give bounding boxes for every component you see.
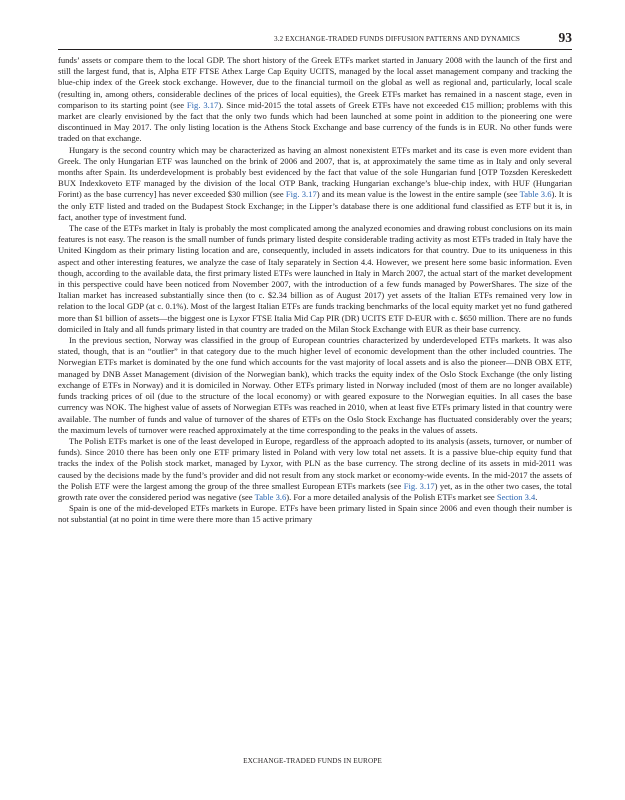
paragraph-text: ) yet, as in the other two cases, the total growth rate over the considered period was negative (see <box>58 480 572 502</box>
paragraph <box>58 503 572 525</box>
cross-reference-link[interactable]: Table 3.6 <box>519 189 552 200</box>
cross-reference-link[interactable]: Fig. 3.17 <box>403 480 435 491</box>
paragraph-text: In the previous section, Norway was classified in the group of European countries characterized by underdeveloped ETFs markets. It was also stated, though, that is an “outlier” in that category due to the much higher level of economic development than the other included countries. The Norwegian ETFs market is dominated by the one fund which accounts for the vast majority of local assets and is also the pioneer—DNB OBX ETF, managed by DNB Asset Management (division of the Norwegian bank), which tracks the equity index of the Oslo Stock Exchange (the only listing exchange of ETFs in Norway) and it is domiciled in Norway. Other ETFs primary listed in Norway included (most of them are no longer available) funds tracking prices of oil (due to the structure of the local economy) or with geared exposure to the Norwegian equities. In all cases the base currency was NOK. The highest value of assets of Norwegian ETFs was reached in 2010, when at least five ETFs primary listed in that country were available. The number of funds and value of turnover of the shares of ETFs on the Oslo Stock Exchange has fluctuated considerably over the years; the maximum levels of turnover were reached approximately at the time corresponding to the peaks in the values of assets. <box>58 335 572 435</box>
paragraph-text: funds’ assets or compare them to the local GDP. The short history of the Greek ETFs market started in January 2008 with the launch of the first and still the largest fund, that is, Alpha ETF FTSE Athex Large Cap Equity UCITS, managed by the local asset management company and tracking the blue-chip index of the Greek stock exchange. However, due to the financial turmoil on the global as well as regional and, particularly, local scale (resulting in, among others, considerable declines of the prices of local equities), the Greek ETFs market has remained in a nascent stage, even in comparison to its starting point (see <box>58 55 572 110</box>
paragraph-text: ). Since mid-2015 the total assets of Greek ETFs have not exceeded €15 million; problems with this market are clearly envisioned by the fact that the only two funds which had been launched at some point in addition to the pioneering one were discontinued in May 2017. The only listing location is the Athens Stock Exchange and base currency of the funds is in EUR. No other funds were traded on that exchange. <box>58 99 572 144</box>
paragraph-text: ). For a more detailed analysis of the Polish ETFs market see <box>286 491 497 502</box>
paragraph <box>58 55 572 145</box>
running-title: 3.2 EXCHANGE-TRADED FUNDS DIFFUSION PATTERNS AND DYNAMICS <box>273 35 520 43</box>
cross-reference-link[interactable]: Fig. 3.17 <box>186 99 219 110</box>
body-text <box>58 55 572 526</box>
paragraph <box>58 145 572 223</box>
page-number: 93 <box>558 30 572 45</box>
paragraph-text: The Polish ETFs market is one of the least developed in Europe, regardless of the approach adopted to its analysis (assets, turnover, or number of funds). Since 2010 there has been only one ETF primary listed in Poland with very low total net assets. It is a passive blue-chip equity fund that tracks the index of the Polish stock market, managed by Lyxor, with PLN as the base currency. The strong decline of its assets in mid-2011 was caused by the decisions made by the fund’s provider and did not result from any stock market or economy-wide events. In the mid-2017 the assets of the Polish ETF were the largest among the group of the three smallest European ETFs markets (see <box>58 435 572 491</box>
paragraph-text: . <box>535 491 538 502</box>
paragraph <box>58 335 572 436</box>
paragraph-text: Hungary is the second country which may be characterized as having an almost nonexistent ETFs market and its case is even more evident than Greek. The only Hungarian ETF was launched on the brink of 2006 and 2007, that is, at approximately the same time as in Italy and only several months after Spain. Its underdevelopment is probably best evidenced by the fact that value of the sole Hungarian fund [OTP Tozsden Kereskedett BUX Indexkoveto ETF managed by the division of the local OTP Bank, tracking Hungarian exchange’s blue-chip index, with HUF (Hungarian Forint) as the base currency] has never exceeded $30 million (see <box>58 144 572 200</box>
cross-reference-link[interactable]: Section 3.4 <box>496 491 536 502</box>
page-footer: EXCHANGE-TRADED FUNDS IN EUROPE <box>243 757 382 765</box>
paragraph <box>58 436 572 503</box>
paragraph-text: The case of the ETFs market in Italy is probably the most complicated among the analyzed economies and drawing robust conclusions on its main features is not easy. The reason is the small number of funds primary listed despite considerable trading activity as most ETFs traded in Italy have the United Kingdom as their primary listing location and are, consequently, included in assets indicators for that country. Due to its uniqueness in this aspect and other interesting features, we analyze the case of Italy separately in Section 4.4. However, we present here some basic information. Even though, according to the available data, the first primary listed ETFs were launched in Italy in March 2007, the actual start of the market development in this perspective could have been noticed from November 2007, with the introduction of a few funds managed by PowerShares. The size of the Italian market has increased substantially since then (to c. $2.34 billion as of August 2017) yet assets of the Italian ETFs remained very low in relation to the local GDP (at c. 0.1%). Most of the largest Italian ETFs are funds tracking benchmarks of the local equity market yet no fund gathered more than $1 billion of assets—the biggest one is Lyxor FTSE Italia Mid Cap PIR (DR) UCITS ETF D-EUR with c. $650 million. There are no funds domiciled in Italy and all funds primary listed in that country are traded on the Milan Stock Exchange with EUR as their base currency. <box>58 223 572 334</box>
paragraph-text: Spain is one of the mid-developed ETFs markets in Europe. ETFs have been primary listed in Spain since 2006 and even though their number is not substantial (at no point in time were there more than 15 active primary <box>58 503 572 525</box>
paragraph-text: ) and its mean value is the lowest in the entire sample (see <box>316 189 520 200</box>
header-rule <box>58 49 572 50</box>
paragraph-text: ). It is the only ETF listed and traded on the Budapest Stock Exchange; in the Lipper’s database there is one additional fund classified as ETF but it is, in fact, another type of investment fund. <box>58 189 572 222</box>
page-header <box>58 30 572 48</box>
paragraph <box>58 223 572 335</box>
cross-reference-link[interactable]: Table 3.6 <box>254 491 287 502</box>
cross-reference-link[interactable]: Fig. 3.17 <box>285 189 317 200</box>
